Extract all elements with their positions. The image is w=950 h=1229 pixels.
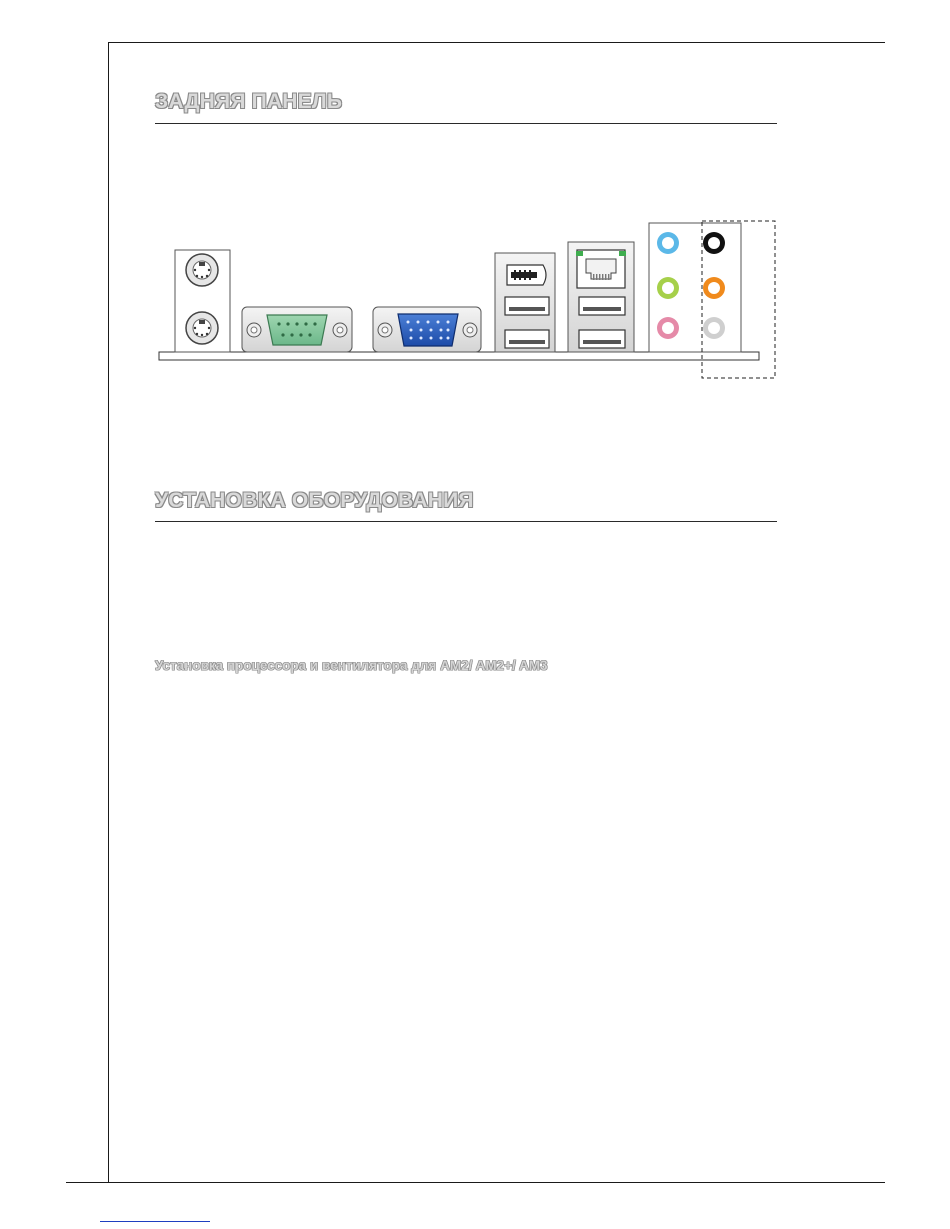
footer-link-underline[interactable]: [100, 1221, 210, 1222]
lan-usb-stack: [568, 242, 634, 352]
ieee1394-port: [507, 265, 546, 285]
usb-port: [505, 297, 549, 315]
page-frame-top: [108, 42, 885, 43]
section-title-hardware-setup: УСТАНОВКА ОБОРУДОВАНИЯ: [155, 489, 474, 512]
subsection-title-cpu-install: Установка процессора и вентилятора для AM2/ AM2+/ AM3: [155, 658, 548, 673]
audio-jacks: [649, 223, 741, 352]
ps2-mouse-port: [186, 254, 218, 286]
usb-port: [579, 330, 625, 348]
audio-jack-line-out: [657, 277, 679, 299]
section-rule: [155, 521, 777, 522]
back-panel-illustration: [155, 215, 780, 385]
usb-port: [579, 297, 625, 315]
audio-jack-rear-out: [703, 232, 725, 254]
page-frame-left: [108, 42, 109, 1182]
usb-port: [505, 330, 549, 348]
ps2-ports: [175, 250, 230, 352]
lan-port: [576, 250, 626, 288]
section-title-back-panel: ЗАДНЯЯ ПАНЕЛЬ: [155, 90, 343, 113]
firewire-usb-stack: [495, 253, 555, 352]
serial-com-port: [242, 307, 352, 352]
section-rule: [155, 123, 777, 124]
audio-jack-mic-in: [657, 317, 679, 339]
audio-jack-center-sub: [703, 277, 725, 299]
audio-jack-side-out: [703, 317, 725, 339]
ps2-keyboard-port: [186, 312, 218, 344]
page-frame-bottom: [66, 1182, 885, 1183]
vga-port: [373, 307, 481, 352]
io-shield-base: [159, 352, 759, 360]
audio-jack-line-in: [657, 232, 679, 254]
